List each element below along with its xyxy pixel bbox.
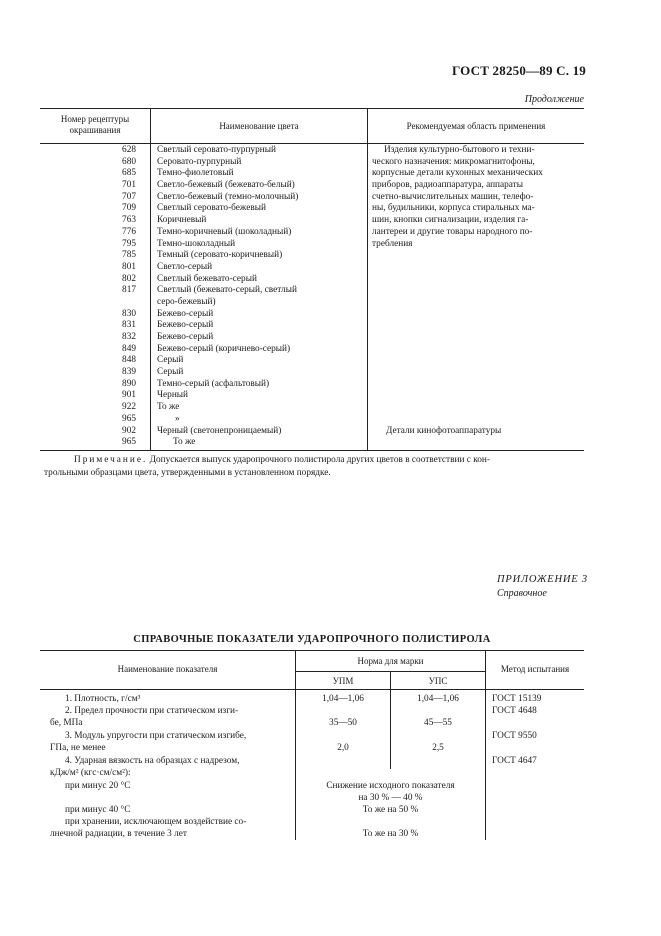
appendix-subtitle: Справочное xyxy=(497,588,547,599)
table-row-color: Светло-бежевый (темно-молочный) xyxy=(157,191,299,202)
header-code-line2: окрашивания xyxy=(69,125,121,135)
table-row-code: 848 xyxy=(122,355,136,366)
table-row-color: Светло-серый xyxy=(157,261,213,272)
note-label: Примечание. xyxy=(74,455,148,465)
table-row-color: Светлый серовато-бежевый xyxy=(157,203,266,214)
table-row-color: » xyxy=(175,413,180,424)
table-row-code: 965 xyxy=(122,437,136,448)
row2-upm: 35—50 xyxy=(329,718,357,728)
row4b-value: То же на 50 % xyxy=(362,805,419,815)
application-line: корпусные детали кухонных механических xyxy=(372,168,543,179)
table-row-color: Серый xyxy=(157,355,184,366)
row1-upm: 1,04—1,06 xyxy=(322,694,364,704)
row1-method: ГОСТ 15139 xyxy=(492,694,542,704)
row3-name-line2: ГПа, не менее xyxy=(50,743,106,753)
table-row-code xyxy=(86,297,136,309)
application-cinema-text: Детали кинофотоаппаратуры xyxy=(386,426,502,436)
note-line1 xyxy=(44,454,584,467)
row4a-value-line1: Снижение исходного показателя xyxy=(326,781,455,791)
table-row-code: 802 xyxy=(122,273,136,284)
table2-header-name: Наименование показателя xyxy=(117,664,218,674)
application-line: Изделия культурно-бытового и техни- xyxy=(384,145,535,155)
application-line: ческого назначения: микромагнитофоны, xyxy=(372,156,535,167)
application-line: ны, будильники, корпуса стиральных ма- xyxy=(372,203,535,214)
row2-name-line2: бе, МПа xyxy=(50,718,83,728)
table-row-color: То же xyxy=(157,402,180,413)
table-row-color: Черный (светонепроницаемый) xyxy=(157,425,282,436)
application-line: приборов, радиоаппаратура, аппараты xyxy=(372,180,523,191)
page-header: ГОСТ 28250—89 С. 19 xyxy=(452,63,586,78)
table-row-color: То же xyxy=(173,437,196,448)
table-row-color: Серовато-пурпурный xyxy=(157,156,242,167)
table-row-code: 839 xyxy=(122,367,136,378)
note-text-2: трольными образцами цвета, утвержденными в установленном порядке. xyxy=(44,467,331,478)
table-row-code: 817 xyxy=(122,285,136,296)
table-row-code: 701 xyxy=(122,180,136,191)
application-line: требления xyxy=(372,238,413,249)
table1-top-rule xyxy=(40,108,584,109)
row2-ups: 45—55 xyxy=(424,718,452,728)
table-row-color: Светло-бежевый (бежевато-белый) xyxy=(157,180,295,191)
table-row-code: 901 xyxy=(122,390,136,401)
row3-method: ГОСТ 9550 xyxy=(492,731,537,741)
table1-code-column xyxy=(86,145,136,449)
table-row-code: 709 xyxy=(122,203,136,214)
table2-top-rule xyxy=(40,650,584,651)
table2-col-divider-3 xyxy=(485,650,486,840)
row2-method: ГОСТ 4648 xyxy=(492,706,537,716)
row3-name-line1: 3. Модуль упругости при статическом изгибе, xyxy=(65,731,247,741)
table-row-color: Темно-фиолетовый xyxy=(157,168,234,179)
table-row-code: 902 xyxy=(122,425,136,436)
row4c-value: То же на 30 % xyxy=(362,829,419,839)
table-row-color: Черный xyxy=(157,390,189,401)
table-row-code: 776 xyxy=(122,226,136,237)
table-row-color: Светлый (бежевато-серый, светлый xyxy=(157,285,297,296)
table2-header-rule xyxy=(40,689,584,690)
application-line: лантереи и другие товары народного по- xyxy=(372,226,533,237)
table-row-color: Бежево-серый xyxy=(157,332,214,342)
table2-header-method: Метод испытания xyxy=(500,664,570,674)
row2-name-line1: 2. Предел прочности при статическом изги- xyxy=(65,706,239,716)
table1-col-divider-1 xyxy=(150,108,151,450)
table-row-color: серо-бежевый) xyxy=(157,296,216,307)
table1-color-column xyxy=(157,145,365,449)
table-row-code: 628 xyxy=(122,145,136,155)
table-row-color: Бежево-серый (коричнево-серый) xyxy=(157,343,291,354)
row1-ups: 1,04—1,06 xyxy=(417,694,459,704)
table-row-code: 890 xyxy=(122,378,136,389)
table1-header-rule xyxy=(40,143,584,144)
table1-application-column xyxy=(372,145,582,250)
table-row-code: 763 xyxy=(122,215,136,226)
row4-name-line1: 4. Ударная вязкость на образцах с надрезом, xyxy=(65,756,240,766)
table-row-code: 801 xyxy=(122,261,136,272)
table1-header-color: Наименование цвета xyxy=(219,121,299,131)
table-row-code: 831 xyxy=(122,320,136,331)
continuation-label: Продолжение xyxy=(524,94,584,105)
row4b-name: при минус 40 °С xyxy=(65,805,131,815)
table1-col-divider-2 xyxy=(367,108,368,450)
table-row-color: Темно-шоколадный xyxy=(157,238,236,249)
row4-method: ГОСТ 4647 xyxy=(492,756,537,766)
table-row-code: 707 xyxy=(122,191,136,202)
application-line: шин, кнопки сигнализации, изделия га- xyxy=(372,215,529,226)
table-row-color: Светлый серовато-пурпурный xyxy=(157,145,276,155)
table-row-color: Светлый бежевато-серый xyxy=(157,273,257,284)
row3-upm: 2,0 xyxy=(337,743,349,753)
note-block xyxy=(44,454,584,479)
application-line: счетно-вычислительных машин, телефо- xyxy=(372,191,534,202)
table-row-code: 685 xyxy=(122,168,136,179)
table2-header-ups: УПС xyxy=(428,676,448,686)
table-row-code: 830 xyxy=(122,308,136,319)
table-row-color: Бежево-серый xyxy=(157,320,214,331)
table-row-color: Темный (серовато-коричневый) xyxy=(157,250,283,261)
table-row-code: 849 xyxy=(122,343,136,354)
table-row-code: 785 xyxy=(122,250,136,261)
table2-title: СПРАВОЧНЫЕ ПОКАЗАТЕЛИ УДАРОПРОЧНОГО ПОЛИСТИРОЛА xyxy=(133,634,491,645)
appendix-title: ПРИЛОЖЕНИЕ 3 xyxy=(497,574,588,585)
row4a-value-line2: на 30 % — 40 % xyxy=(358,793,423,803)
row1-name: 1. Плотность, г/см³ xyxy=(65,694,141,704)
table-row-color: Серый xyxy=(157,367,184,378)
table1-bottom-rule xyxy=(40,450,584,451)
row4c-name-line1: при хранении, исключающем воздействие со- xyxy=(65,817,247,827)
table-row-color: Бежево-серый xyxy=(157,308,214,319)
table2-header-upm: УПМ xyxy=(332,676,354,686)
table-row-color: Темно-коричневый (шоколадный) xyxy=(157,226,292,237)
table-row-code: 795 xyxy=(122,238,136,249)
row4-name-line2: кДж/м² (кгс·см/см²): xyxy=(50,768,131,778)
table2-header-norm: Норма для марки xyxy=(357,656,424,666)
note-text-1: Допускается выпуск ударопрочного полистирола других цветов в соответствии с кон- xyxy=(149,455,490,465)
table-row-color: Коричневый xyxy=(157,215,207,226)
header-code-line1: Номер рецептуры xyxy=(60,114,130,124)
table1-header-application: Рекомендуемая область применения xyxy=(406,121,546,131)
row4a-name: при минус 20 °С xyxy=(65,781,131,791)
table-row-code: 680 xyxy=(122,156,136,167)
table-row-code: 965 xyxy=(122,413,136,424)
table-row-code: 922 xyxy=(122,402,136,413)
table-row-code: 832 xyxy=(122,332,136,342)
row3-ups: 2,5 xyxy=(432,743,444,753)
row4c-name-line2: лнечной радиации, в течение 3 лет xyxy=(50,829,187,839)
table-row-color: Темно-серый (асфальтовый) xyxy=(157,378,270,389)
table1-header-code xyxy=(40,114,150,136)
